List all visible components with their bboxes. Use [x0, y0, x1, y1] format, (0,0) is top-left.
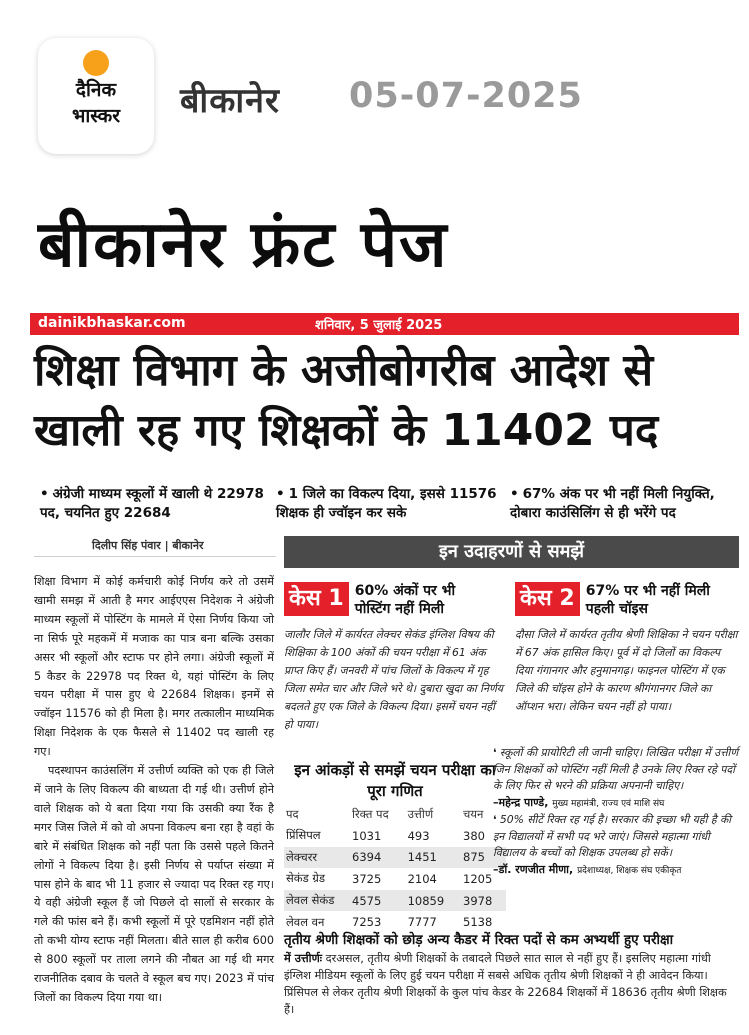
quote-mark-icon: ❛ [493, 746, 500, 759]
table-cell: 1451 [406, 847, 461, 869]
quote-attribution: –डॉ. रणजीत मीणा, प्रदेशाध्यक्ष, शिक्षक संघ एकीकृत [493, 862, 682, 876]
case-tag: केस 2 [515, 582, 580, 616]
table-cell: 2104 [407, 871, 437, 886]
main-headline [34, 341, 739, 461]
table-row [284, 847, 506, 869]
column-header: रिक्त पद [352, 806, 389, 821]
table-row [284, 825, 506, 847]
headline-line-2: खाली रह गए शिक्षकों के 11402 पद [34, 405, 659, 456]
masthead-strip [30, 313, 739, 335]
paper-date: शनिवार, 5 जुलाई 2025 [315, 318, 443, 333]
headline-line-1: शिक्षा विभाग के अजीबोगरीब आदेश से [34, 345, 654, 396]
stats-title: इन आंकड़ों से समझें चयन परीक्षा का पूरा गणित [294, 761, 496, 800]
case-study-2 [515, 582, 739, 716]
section-band: इन उदाहरणों से समझें [284, 536, 739, 568]
logo-line1: दैनिक [75, 79, 117, 101]
logo-line2: भास्कर [71, 105, 121, 127]
quote-attribution: –महेन्द्र पाण्डे, मुख्य महामंत्री, राज्य एवं माशि संघ [493, 795, 665, 809]
highlight-bullet: • अंग्रेजी माध्यम स्कूलों में खाली थे 22978 पद, चयनित हुए 22684 [40, 486, 264, 521]
table-cell: लेक्चरर [284, 847, 350, 869]
table-cell: सेकंड ग्रेड [286, 871, 326, 886]
quote-text: ❛ स्कूलों की प्रायोरिटी ली जानी चाहिए। लिखित परीक्षा में उत्तीर्ण जिन शिक्षकों को पोस्टिंग नहीं मिली है उनके लिए रिक्त रहे पदों के लिए फिर से भरने की प्रक्रिया अपनानी चाहिए। [493, 746, 739, 792]
table-cell: 1031 [352, 828, 382, 843]
sun-icon [83, 50, 109, 76]
app-header [0, 0, 749, 180]
table-cell: 1205 [463, 871, 493, 886]
dainik-bhaskar-logo[interactable] [38, 38, 154, 154]
table-cell: लेवल सेकंड [284, 890, 350, 912]
story-paragraph: पदस्थापन काउंसलिंग में उत्तीर्ण व्यक्ति को एक ही जिले में जाने के लिए विकल्प की बाध्यता दी गई थी। उत्तीर्ण होने वाले शिक्षक को ये बता दिया गया कि उसकी क्या रैंक है मगर जिस जिले में को वो अपना विकल्प बना रहा है वहां के बारे में संबंधित शिक्षक को नहीं पता कि उससे पहले कितने लोगों ने विकल्प दिया है। इसी निर्णय से पर्याप्त संख्या में पास होने के बाद भी 11 हजार से ज्यादा पद रिक्त रह गए। ये वही अंग्रेजी स्कूल हैं जो पिछले दो सालों से सरकार के गले की फांस बने हैं। कभी स्कूलों में पूरे एडमिशन नहीं होते तो कभी योग्य स्टाफ नहीं मिलता। बीते साल ही करीब 600 से 800 स्कूलों पर ताला लगने की नौबत आ गई थी मगर राजनीतिक दबाव के चलते वे स्कूल बच गए। 2023 में पांच जिलों का विकल्प दिया गया था। [34, 764, 274, 1004]
byline: दिलीप सिंह पंवार | बीकानेर [34, 535, 276, 557]
column-header: चयन [463, 806, 484, 821]
table-row [284, 911, 506, 933]
expert-quotes [493, 745, 739, 879]
edition-city: बीकानेर [180, 81, 280, 121]
case-title: 60% अंकों पर भी पोस्टिंग नहीं मिली [354, 583, 456, 617]
case-body: जालौर जिले में कार्यरत लेक्चर सेकंड इंग्लिश विषय की शिक्षिका के 100 अंकों की चयन परीक्षा में 61 अंक प्राप्त किए हैं। जनवरी में पांच जिलों के विकल्प में गृह जिला समेत चार और जिले भरे थे। दुबारा खुदा का निर्णय बदलते हुए एक जिले के विकल्प दिया। इसमें चयन नहीं हो पाया। [284, 628, 504, 731]
table-cell: 7777 [407, 915, 437, 930]
case-study-1 [284, 582, 506, 734]
highlight-bullet: • 67% अंक पर भी नहीं मिली नियुक्ति, दोबारा काउंसिलिंग से ही भरेंगे पद [510, 486, 715, 521]
table-row [284, 890, 506, 912]
bottom-story-title: तृतीय श्रेणी शिक्षकों को छोड़ अन्य कैडर में रिक्त पदों से कम अभ्यर्थी हुए परीक्षा [284, 932, 674, 948]
table-cell: 5138 [463, 915, 493, 930]
site-url: dainikbhaskar.com [38, 315, 186, 331]
edition-date: 05-07-2025 [349, 76, 583, 116]
table-cell: 10859 [406, 890, 461, 912]
table-cell: 3978 [461, 890, 506, 912]
column-header: पद [286, 806, 299, 821]
bottom-story [284, 931, 739, 1018]
table-cell: 493 [407, 828, 430, 843]
quote-mark-icon: ❛ [493, 813, 500, 826]
story-body [34, 573, 274, 1008]
stats-table [284, 803, 506, 933]
case-title: 67% पर भी नहीं मिली पहली चॉइस [585, 583, 710, 617]
table-cell: 875 [461, 847, 506, 869]
table-cell: 3725 [352, 871, 382, 886]
quote-text: ❛ 50% सीटें रिक्त रह गई है। सरकार की इच्छा भी यही है की इन विद्यालयों में सभी पद भरे जाएं। जिससे महात्मा गांधी विद्यालय के बच्चों को शिक्षक उपलब्ध हो सकें। [493, 813, 732, 859]
highlight-bullet: • 1 जिले का विकल्प दिया, इससे 11576 शिक्षक ही ज्वॉइन कर सके [276, 486, 497, 521]
table-cell: 4575 [350, 890, 406, 912]
bottom-story-body: में उत्तीर्णः दरअसल, तृतीय श्रेणी शिक्षकों के तबादले पिछले सात साल से नहीं हुए हैं। इसलिए महात्मा गांधी इंग्लिश मीडियम स्कूलों के लिए हुई चयन परीक्षा में सबसे अधिक तृतीय श्रेणी शिक्षकों ने ही आवेदन किया। प्रिंसिपल से लेकर तृतीय श्रेणी शिक्षकों के कुल पांच केडर के 22684 शिक्षकों में 18636 तृतीय श्रेणी शिक्षक हैं। [284, 952, 727, 1016]
table-cell: लेवल वन [286, 914, 325, 929]
table-header-row [284, 803, 506, 825]
case-body: दौसा जिले में कार्यरत तृतीय श्रेणी शिक्षिका ने चयन परीक्षा में 67 अंक हासिल किए। पूर्व में दो जिलों का विकल्प दिया गंगानगर और हनुमानगढ़। फाइनल पोस्टिंग में एक जिले की चॉइस होने के कारण श्रीगंगानगर जिले का ऑप्शन भरा। लेकिन चयन नहीं हो पाया। [515, 628, 738, 713]
story-paragraph: शिक्षा विभाग में कोई कर्मचारी कोई निर्णय करे तो उसमें खामी समझ में आती है मगर आईएएस निदेशक ने अंग्रेजी माध्यम स्कूलों में पोस्टिंग के मामले में ऐसा निर्णय किया जो ना सिर्फ पूरे महकमें में मजाक का पात्र बना बल्कि उसका असर भी स्कूलों और स्टाफ पर होने लगा। अंग्रेजी स्कूलों में 5 कैडर के 22978 पद रिक्त थे, यहां पोस्टिंग के लिए चयन परीक्षा में पास हुए थे 22684 शिक्षक। इनमें से ज्वॉइन 11576 को ही मिला है। मगर तत्कालीन माध्यमिक शिक्षा निदेशक के एक फैसले से 11402 पद खाली रह गए। [34, 575, 274, 759]
table-cell: प्रिंसिपल [286, 828, 321, 843]
table-row [284, 868, 506, 890]
table-cell: 6394 [350, 847, 406, 869]
case-tag: केस 1 [284, 582, 349, 616]
page-masthead: बीकानेर फ्रंट पेज [38, 208, 449, 282]
table-cell: 7253 [352, 915, 382, 930]
newspaper-page [0, 180, 749, 1035]
table-cell: 380 [463, 828, 485, 843]
column-header: उत्तीर्ण [407, 806, 434, 821]
